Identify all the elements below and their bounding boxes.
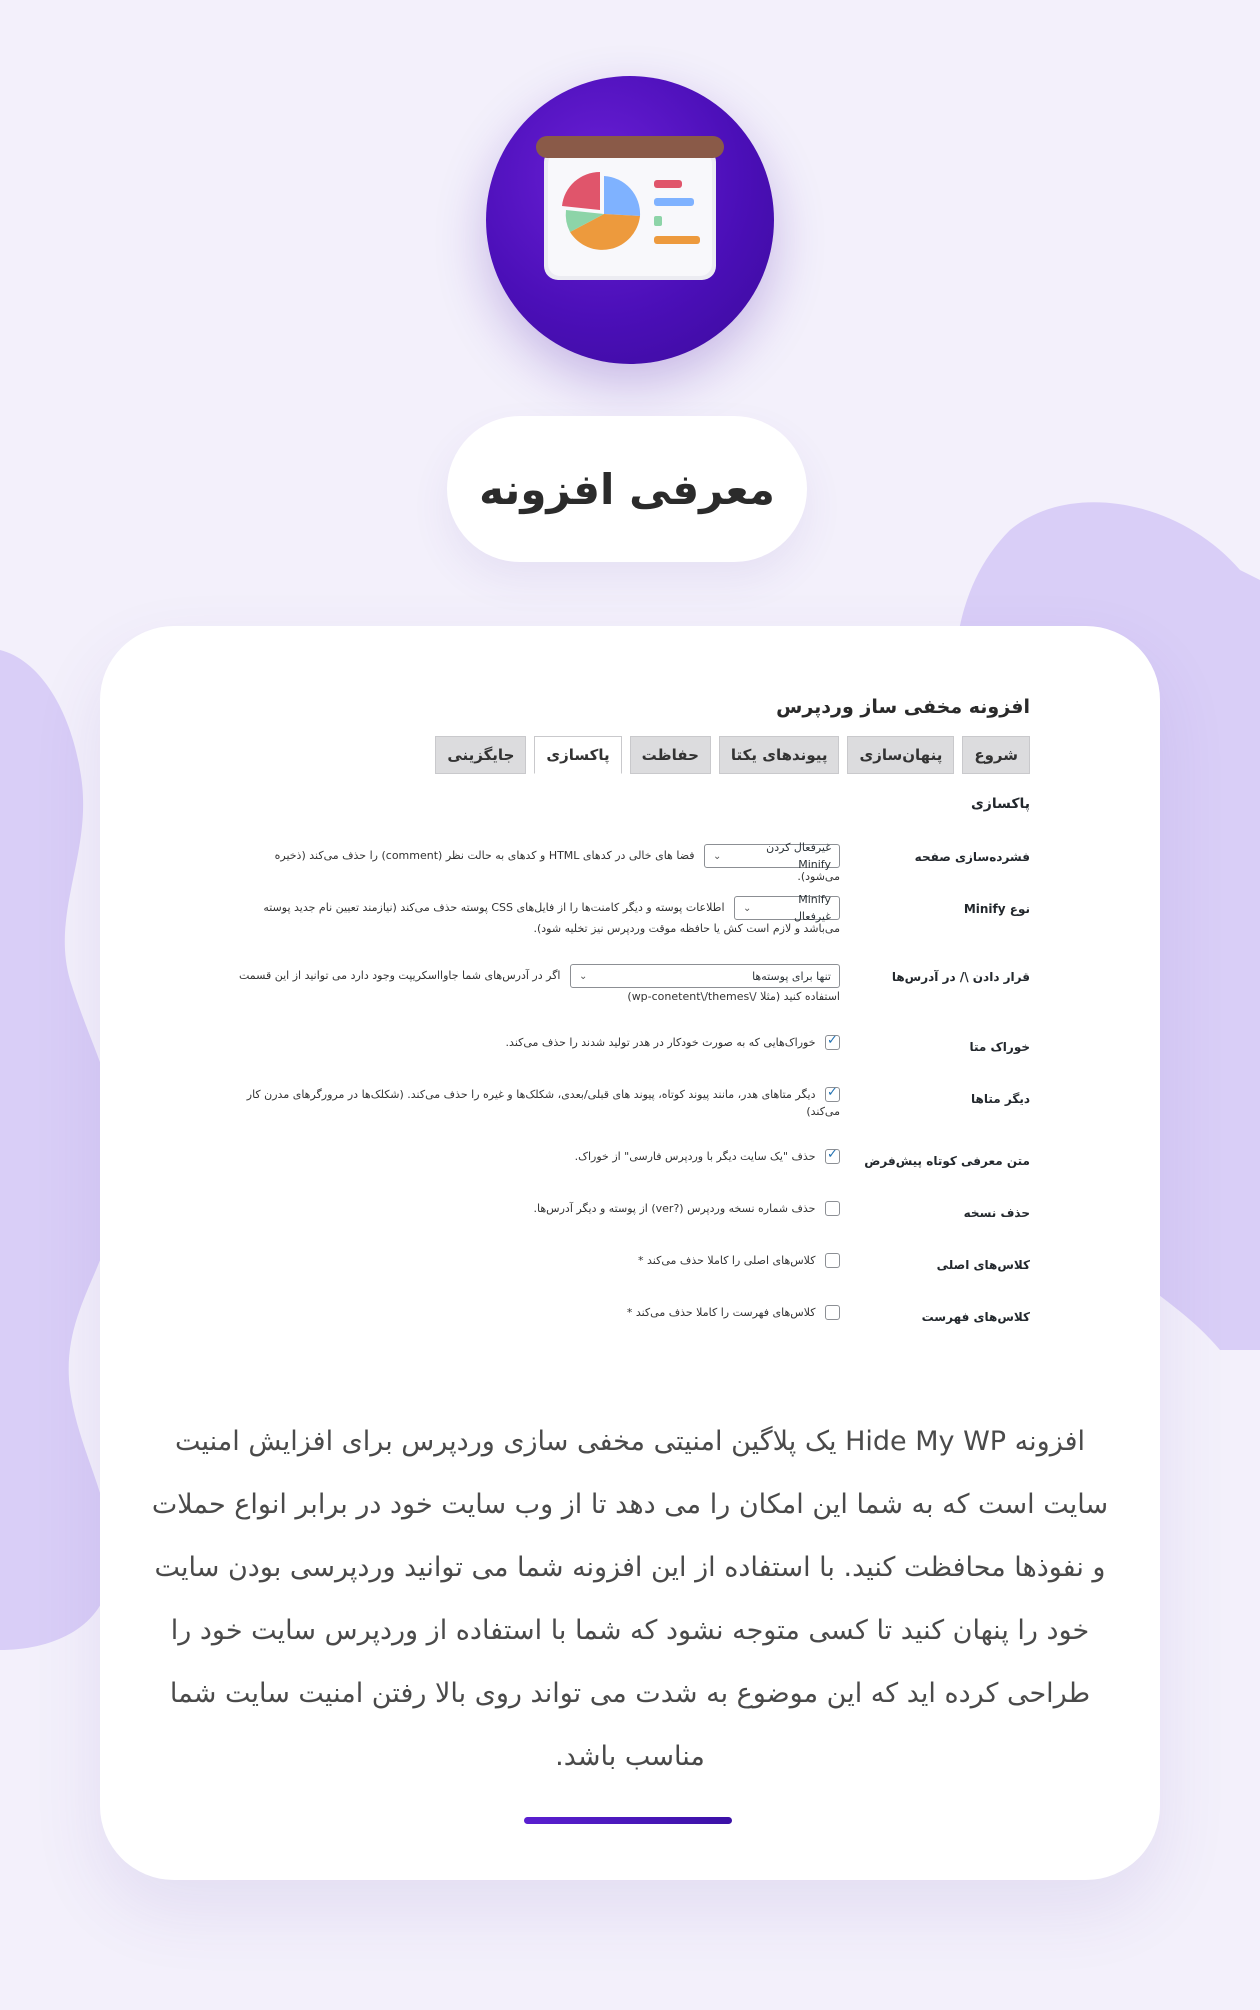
decorative-underline — [524, 1817, 732, 1824]
row-description: اطلاعات پوسته و دیگر کامنت‌ها را از فایل‌های CSS پوسته حذف می‌کند (نیازمند تعیین نام جدید پوسته می‌باشد و لازم است کش یا حافظه موقت وردپرس نیز تخلیه شود). — [263, 901, 840, 935]
row-label: دیگر متاها — [971, 1092, 1030, 1106]
meta-feed-checkbox[interactable] — [825, 1035, 840, 1050]
section-title: معرفی افزونه — [479, 464, 775, 514]
settings-row-page-compression — [230, 841, 1030, 890]
settings-row-main-classes — [230, 1254, 1030, 1298]
row-content — [230, 1148, 840, 1165]
default-tagline-checkbox[interactable] — [825, 1149, 840, 1164]
chevron-down-icon: ⌄ — [579, 970, 588, 982]
row-content — [230, 841, 840, 885]
tab-start[interactable]: شروع — [962, 736, 1030, 774]
settings-row-default-tagline — [230, 1150, 1030, 1194]
menu-classes-checkbox[interactable] — [825, 1305, 840, 1320]
tab-replacement[interactable]: جایگزینی — [435, 736, 526, 774]
row-description: دیگر متاهای هدر، مانند پیوند کوتاه، پیوند های قبلی/بعدی، شکلک‌ها و غیره را حذف می‌کند. (شکلک‌ها در مرورگرهای مدرن کار می‌کند) — [246, 1088, 840, 1118]
settings-tabs — [435, 736, 1030, 774]
tab-cleanup[interactable]: پاکسازی — [534, 736, 621, 774]
row-label: کلاس‌های فهرست — [921, 1310, 1030, 1324]
remove-version-checkbox[interactable] — [825, 1201, 840, 1216]
settings-row-meta-feed — [230, 1036, 1030, 1080]
settings-row-slash-in-urls — [230, 970, 1030, 1010]
row-label: متن معرفی کوتاه پیش‌فرض — [864, 1154, 1030, 1168]
chevron-down-icon: ⌄ — [743, 902, 752, 914]
plugin-title: افزونه مخفی ساز وردپرس — [776, 696, 1030, 718]
row-label: حذف نسخه — [963, 1206, 1030, 1220]
section-title-pill — [447, 416, 807, 562]
slash-urls-select[interactable] — [570, 964, 840, 988]
main-classes-checkbox[interactable] — [825, 1253, 840, 1268]
other-meta-checkbox[interactable] — [825, 1087, 840, 1102]
row-label: فشرده‌سازی صفحه — [914, 850, 1030, 864]
tab-permalinks[interactable]: پیوندهای یکتا — [719, 736, 840, 774]
row-description: فضا های خالی در کدهای HTML و کدهای به حالت نظر (comment) را حذف می‌کند (ذخیره می‌شود). — [274, 849, 840, 883]
tab-protection[interactable]: حفاظت — [630, 736, 711, 774]
row-description: اگر در آدرس‌های شما جاوااسکریپت وجود دارد می توانید از این قسمت استفاده کنید (مثلا ‎wp-conetent\/themes\/‎) — [238, 969, 840, 1003]
plugin-settings-screenshot — [230, 696, 1030, 1324]
row-description: حذف شماره نسخه وردپرس (?ver) از پوسته و دیگر آدرس‌ها. — [533, 1202, 816, 1215]
settings-row-remove-version — [230, 1202, 1030, 1246]
plugin-description: افزونه Hide My WP یک پلاگین امنیتی مخفی سازی وردپرس برای افزایش امنیت سایت است که به شما این امکان را می دهد تا از وب سایت خود در برابر انواع حملات و نفوذها محافظت کنید. با استفاده از این افزونه شما می توانید وردپرسی بودن سایت خود را پنهان کنید تا کسی متوجه نشود که شما با استفاده از وردپرس سایت خود را طراحی کرده اید که این موضوع به شدت می تواند روی بالا رفتن امنیت سایت شما مناسب باشد. — [151, 1426, 1109, 1772]
row-description: کلاس‌های فهرست را کاملا حذف می‌کند * — [626, 1306, 816, 1319]
row-description: کلاس‌های اصلی را کاملا حذف می‌کند * — [638, 1254, 816, 1267]
row-content — [230, 1086, 840, 1120]
row-content — [230, 1304, 840, 1321]
settings-row-other-meta — [230, 1088, 1030, 1132]
row-label: خوراک متا — [969, 1040, 1030, 1054]
row-label: قرار دادن ‎/\‎ در آدرس‌ها — [891, 970, 1030, 984]
content-card — [100, 626, 1160, 1880]
row-content — [230, 1034, 840, 1051]
select-value: غیرفعال کردن Minify — [766, 841, 831, 871]
row-content — [230, 1252, 840, 1269]
select-value: تنها برای پوسته‌ها — [752, 969, 831, 983]
tab-hiding[interactable]: پنهان‌سازی — [847, 736, 954, 774]
minify-type-select[interactable] — [734, 893, 840, 923]
row-description: حذف "یک سایت دیگر با وردپرس فارسی" از خوراک. — [574, 1150, 816, 1163]
row-label: کلاس‌های اصلی — [936, 1258, 1030, 1272]
hero-icon-badge — [486, 76, 774, 364]
row-description: خوراک‌هایی که به صورت خودکار در هدر تولید شدند را حذف می‌کند. — [505, 1036, 816, 1049]
presentation-board-chart-icon — [536, 136, 724, 296]
row-content — [230, 1200, 840, 1217]
settings-row-minify-type — [230, 893, 1030, 942]
settings-row-menu-classes — [230, 1306, 1030, 1350]
compression-select[interactable] — [704, 841, 840, 871]
row-content — [230, 964, 840, 1005]
row-content — [230, 893, 840, 937]
row-label: نوع Minify — [963, 902, 1030, 916]
chevron-down-icon: ⌄ — [713, 850, 722, 862]
select-value: Minify غیرفعال — [793, 893, 831, 923]
cleanup-section-title: پاکسازی — [970, 796, 1030, 812]
